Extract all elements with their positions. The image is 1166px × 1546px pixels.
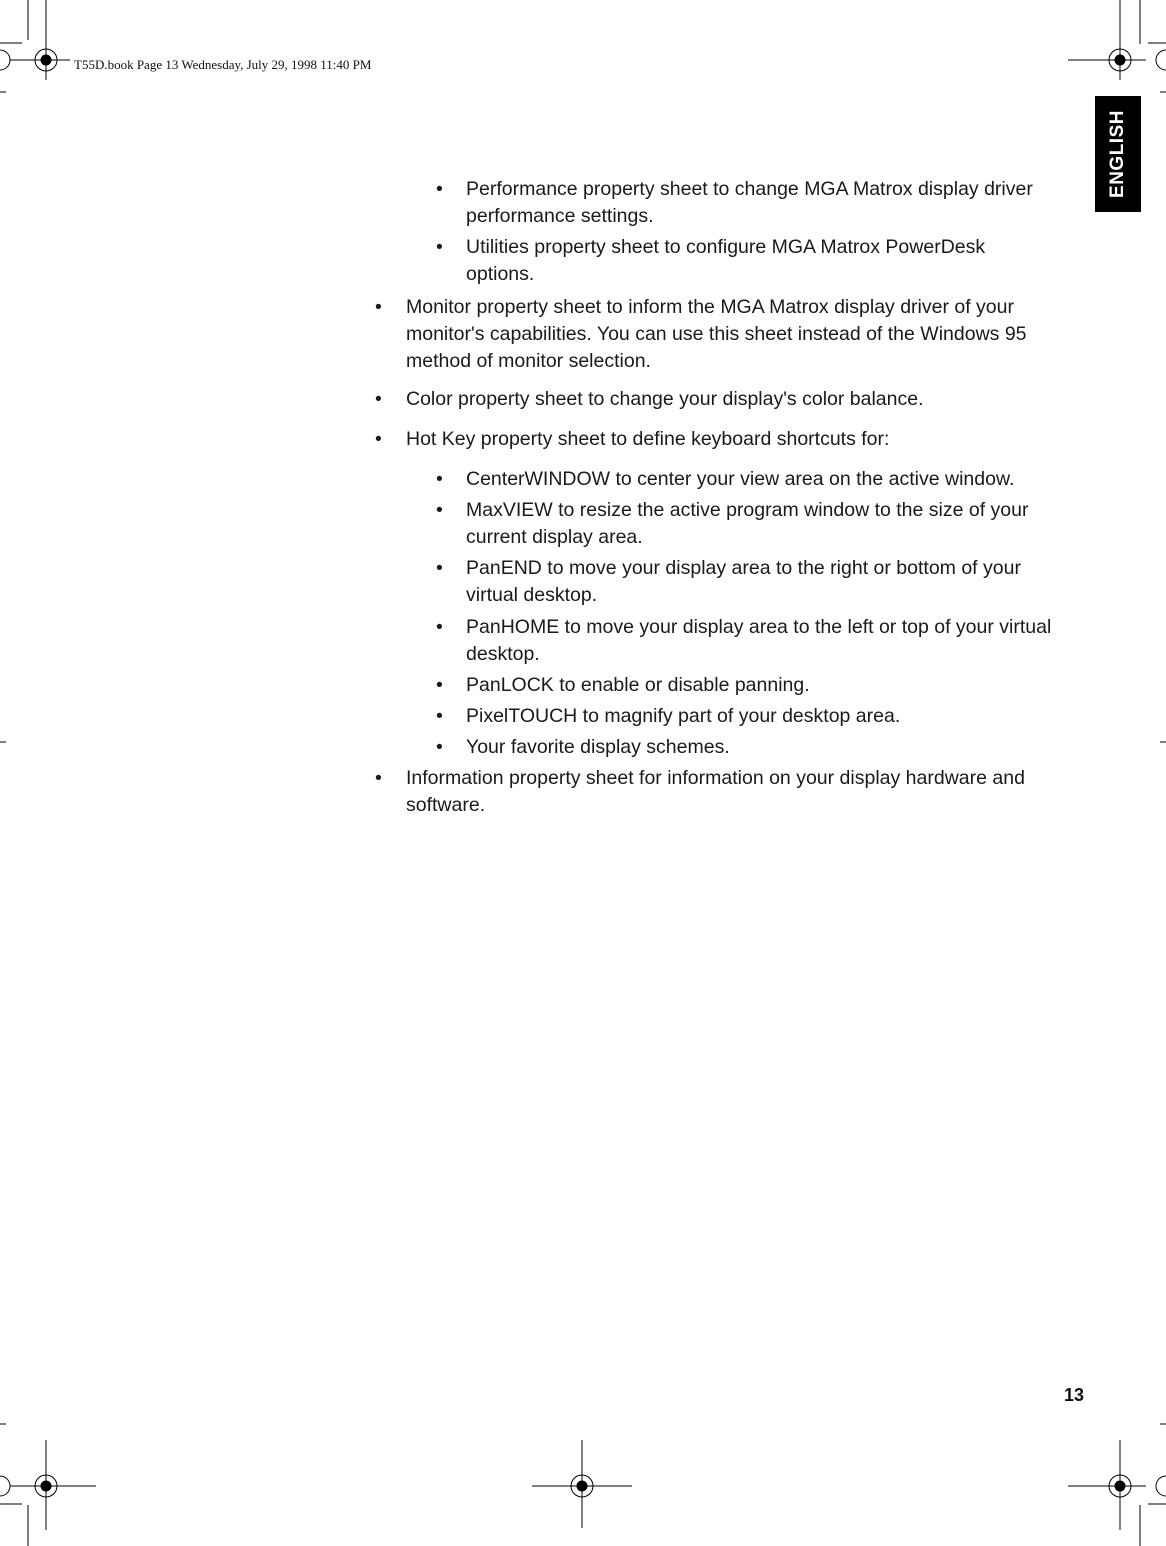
language-tab xyxy=(1095,96,1141,212)
bullet-marker: • xyxy=(436,178,443,200)
bullet-marker: • xyxy=(436,616,443,638)
bullet-marker: • xyxy=(375,767,382,789)
list-item-text: Performance property sheet to change MGA Matrox display driver performance settings. xyxy=(466,178,1033,227)
list-item-text: PanEND to move your display area to the right or bottom of your virtual desktop. xyxy=(466,557,1021,606)
list-item xyxy=(375,426,1075,453)
list-item-text: CenterWINDOW to center your view area on the active window. xyxy=(466,468,1015,490)
registration-mark-top-left xyxy=(10,0,70,80)
list-item-text: Hot Key property sheet to define keyboard shortcuts for: xyxy=(406,428,890,450)
list-item xyxy=(436,734,1076,761)
list-item xyxy=(436,614,1086,668)
list-item xyxy=(436,466,1076,493)
list-item xyxy=(436,703,1076,730)
bullet-marker: • xyxy=(375,388,382,410)
bullet-marker: • xyxy=(436,705,443,727)
list-item-text: PixelTOUCH to magnify part of your desktop area. xyxy=(466,705,901,727)
list-item-text: PanLOCK to enable or disable panning. xyxy=(466,674,810,696)
bullet-marker: • xyxy=(436,674,443,696)
list-item xyxy=(436,234,1076,288)
list-item-text: Utilities property sheet to configure MGA Matrox PowerDesk options. xyxy=(466,236,986,285)
registration-mark-bottom-left xyxy=(10,1440,96,1530)
list-item-text: Your favorite display schemes. xyxy=(466,736,730,758)
list-item-text: Color property sheet to change your display's color balance. xyxy=(406,388,924,410)
bullet-marker: • xyxy=(436,236,443,258)
list-item-text: MaxVIEW to resize the active program window to the size of your current display area. xyxy=(466,499,1029,548)
bullet-marker: • xyxy=(436,736,443,758)
bullet-marker: • xyxy=(436,468,443,490)
list-item xyxy=(436,555,1076,609)
list-item-text: Monitor property sheet to inform the MGA Matrox display driver of your monitor's capabilities. You can use this sheet instead of the Windows 95 method of monitor selection. xyxy=(406,296,1027,372)
registration-mark-top-right xyxy=(1068,0,1146,80)
bullet-marker: • xyxy=(436,557,443,579)
list-item xyxy=(375,386,1075,413)
bullet-marker: • xyxy=(375,296,382,318)
list-item xyxy=(375,294,1075,375)
registration-mark-bottom-center xyxy=(532,1440,632,1528)
page-number: 13 xyxy=(1064,1385,1085,1405)
print-slug: T55D.book Page 13 Wednesday, July 29, 1998 11:40 PM xyxy=(74,57,372,72)
list-item-text: PanHOME to move your display area to the left or top of your virtual desktop. xyxy=(466,616,1052,665)
list-item xyxy=(436,672,1076,699)
list-item-text: Information property sheet for information on your display hardware and software. xyxy=(406,767,1025,816)
list-item xyxy=(436,176,1076,230)
list-item xyxy=(375,765,1075,819)
language-tab-label: ENGLISH xyxy=(1107,110,1129,198)
registration-mark-bottom-right xyxy=(1068,1440,1146,1530)
list-item xyxy=(436,497,1076,551)
bullet-marker: • xyxy=(436,499,443,521)
bullet-marker: • xyxy=(375,428,382,450)
